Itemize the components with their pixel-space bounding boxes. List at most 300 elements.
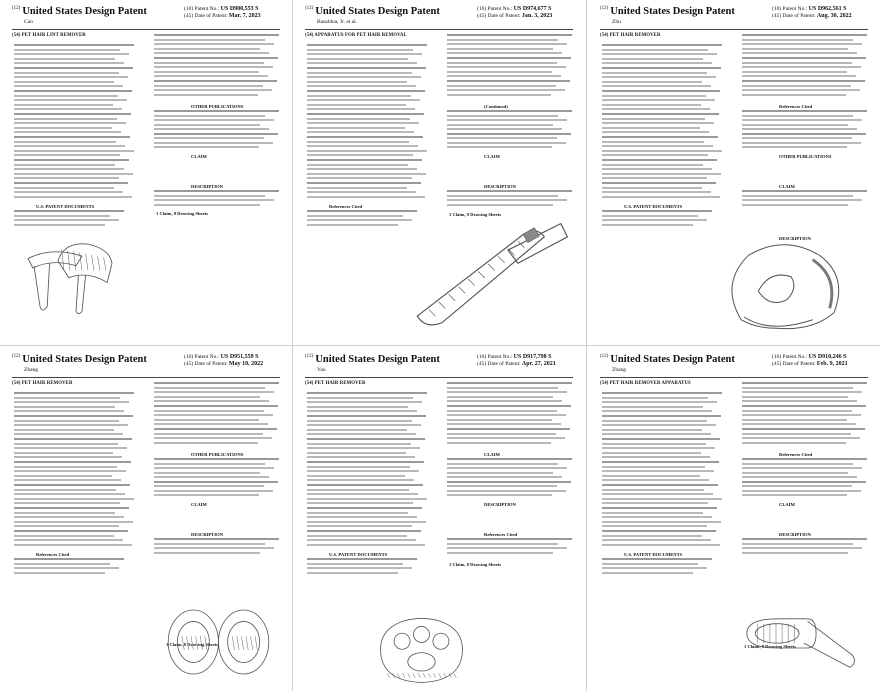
- section-text-line: [447, 115, 558, 117]
- header-rule: [600, 29, 868, 30]
- reference-text-line: [154, 391, 274, 393]
- bibliographic-text-line: [307, 113, 424, 115]
- patent-number-label: (10) Patent No.:: [477, 6, 513, 12]
- bibliographic-text-line: [602, 49, 708, 51]
- section-text-line: [154, 124, 260, 126]
- patent-date: Apr. 27, 2021: [521, 361, 556, 367]
- patent-date-label: (45) Date of Patent:: [184, 361, 228, 367]
- claim-text-line: [447, 195, 558, 197]
- section-text-line: [154, 458, 279, 460]
- section-text-line: [742, 133, 866, 135]
- country-name: United States Design Patent: [22, 6, 147, 17]
- reference-text-line: [742, 410, 852, 412]
- bibliographic-text-line: [307, 447, 420, 449]
- bibliographic-text-line: [307, 535, 407, 537]
- section-text-line: [742, 128, 857, 130]
- section-heading: CLAIM: [779, 502, 795, 507]
- bibliographic-text-line: [602, 44, 722, 46]
- bibliographic-text-line: [14, 525, 119, 527]
- country-title: [600, 6, 735, 17]
- section-heading: DESCRIPTION: [191, 532, 223, 537]
- bibliographic-text-line: [602, 58, 703, 60]
- bibliographic-text-line: [602, 433, 711, 435]
- patent-number: US D980,553 S: [220, 6, 259, 12]
- bibliographic-text-line: [307, 420, 412, 422]
- section-text-line: [742, 472, 848, 474]
- bibliographic-text-line: [14, 104, 113, 106]
- section-text-line: [154, 128, 269, 130]
- reference-text-line: [742, 382, 867, 384]
- bibliographic-text-line: [14, 470, 126, 472]
- bibliographic-text-line: [14, 136, 130, 138]
- bibliographic-text-line: [307, 438, 425, 440]
- section-text-line: [154, 133, 278, 135]
- design-drawing: [409, 209, 574, 334]
- bibliographic-text-line: [307, 154, 413, 156]
- bibliographic-text-line: [602, 177, 707, 179]
- reference-text-line: [742, 39, 853, 41]
- reference-text-line: [154, 71, 259, 73]
- reference-text-line: [154, 89, 272, 91]
- reference-text-line: [154, 414, 273, 416]
- bibliographic-text-line: [307, 397, 413, 399]
- patent-title: (54) PET HAIR REMOVER APPARATUS: [600, 381, 691, 386]
- reference-row-line: [14, 219, 119, 221]
- bibliographic-text-line: [307, 433, 416, 435]
- reference-row-line: [307, 219, 412, 221]
- bibliographic-text-line: [602, 397, 708, 399]
- claims-footer: 1 Claim, 8 Drawing Sheets: [156, 211, 208, 216]
- section-text-line: [154, 490, 273, 492]
- bibliographic-text-line: [602, 168, 712, 170]
- bibliographic-text-line: [602, 525, 707, 527]
- section-text-line: [742, 124, 848, 126]
- section-heading: OTHER PUBLICATIONS: [779, 154, 832, 159]
- bibliographic-text-line: [602, 122, 714, 124]
- bibliographic-text-line: [602, 415, 721, 417]
- bibliographic-text-line: [307, 136, 423, 138]
- reference-row-line: [602, 210, 712, 212]
- reference-text-line: [447, 410, 557, 412]
- bibliographic-text-line: [14, 173, 133, 175]
- patent-date-label: (45) Date of Patent:: [477, 13, 521, 19]
- bibliographic-text-line: [307, 95, 411, 97]
- design-drawing: [16, 229, 136, 324]
- bibliographic-text-line: [307, 456, 415, 458]
- bibliographic-text-line: [307, 159, 422, 161]
- bibliographic-text-line: [14, 447, 127, 449]
- bibliographic-text-line: [307, 81, 407, 83]
- bibliographic-text-line: [14, 429, 114, 431]
- bibliographic-text-line: [307, 475, 405, 477]
- bibliographic-text-line: [602, 67, 721, 69]
- bibliographic-text-line: [307, 521, 426, 523]
- bibliographic-text-line: [602, 443, 706, 445]
- patent-page-2: [299, 4, 579, 339]
- patent-date-row: [772, 361, 868, 368]
- bibliographic-text-line: [602, 53, 717, 55]
- patent-number-block: [772, 354, 868, 368]
- section-text-line: [447, 481, 571, 483]
- section-text-line: [154, 142, 273, 144]
- patent-title: (54) PET HAIR REMOVER: [600, 33, 661, 38]
- inventor-name: Cao: [24, 19, 33, 25]
- bibliographic-text-line: [307, 182, 421, 184]
- design-drawing: [156, 602, 281, 682]
- bibliographic-text-line: [14, 406, 115, 408]
- bibliographic-text-line: [307, 62, 417, 64]
- bibliographic-text-line: [602, 136, 718, 138]
- section-heading: CLAIM: [191, 502, 207, 507]
- claims-footer: 1 Claim, 8 Drawing Sheets: [744, 644, 796, 649]
- bibliographic-text-line: [307, 67, 426, 69]
- reference-text-line: [742, 437, 860, 439]
- section-text-line: [742, 490, 861, 492]
- bibliographic-text-line: [307, 72, 412, 74]
- bibliographic-text-line: [307, 177, 412, 179]
- claims-footer: 1 Claim, 8 Drawing Sheets: [166, 642, 218, 647]
- reference-row-line: [307, 558, 417, 560]
- reference-text-line: [742, 391, 862, 393]
- bibliographic-text-line: [602, 493, 713, 495]
- section-text-line: [447, 458, 572, 460]
- bibliographic-text-line: [602, 154, 708, 156]
- bibliographic-text-line: [602, 159, 717, 161]
- country-name: United States Design Patent: [610, 6, 735, 17]
- section-text-line: [742, 146, 847, 148]
- bibliographic-text-line: [14, 415, 133, 417]
- bibliographic-text-line: [602, 420, 707, 422]
- reference-text-line: [154, 433, 263, 435]
- section-text-line: [154, 481, 278, 483]
- section-text-line: [447, 467, 567, 469]
- country-name: United States Design Patent: [610, 354, 735, 365]
- bibliographic-text-line: [14, 516, 124, 518]
- patent-number-label: (10) Patent No.:: [184, 354, 220, 360]
- section-text-line: [742, 463, 853, 465]
- patent-number-block: [184, 6, 280, 20]
- bibliographic-text-line: [14, 62, 124, 64]
- bibliographic-text-line: [307, 479, 414, 481]
- bibliographic-text-line: [14, 67, 133, 69]
- bibliographic-text-line: [602, 507, 717, 509]
- bibliographic-text-line: [307, 99, 420, 101]
- bibliographic-text-line: [602, 108, 710, 110]
- reference-text-line: [447, 66, 566, 68]
- header-rule: [305, 29, 573, 30]
- bibliographic-text-line: [307, 443, 411, 445]
- claim-text-line: [154, 543, 265, 545]
- bibliographic-text-line: [14, 72, 119, 74]
- reference-text-line: [154, 57, 278, 59]
- patent-number-row: [477, 6, 573, 13]
- reference-row-line: [14, 210, 124, 212]
- section-text-line: [447, 472, 553, 474]
- reference-text-line: [154, 405, 278, 407]
- references-heading: U.S. PATENT DOCUMENTS: [329, 552, 388, 557]
- bibliographic-text-line: [602, 424, 716, 426]
- section-text-line: [742, 481, 866, 483]
- bibliographic-text-line: [307, 470, 419, 472]
- bibliographic-text-line: [307, 512, 408, 514]
- inventor-name: Zhu: [612, 19, 621, 25]
- bibliographic-text-line: [602, 104, 701, 106]
- bibliographic-text-line: [14, 535, 114, 537]
- bibliographic-text-line: [14, 484, 130, 486]
- header-rule: [12, 377, 280, 378]
- claim-text-line: [742, 552, 848, 554]
- bibliographic-text-line: [602, 410, 712, 412]
- claim-text-line: [154, 190, 279, 192]
- patent-page-3: [594, 4, 874, 339]
- reference-text-line: [447, 57, 571, 59]
- patent-date-label: (45) Date of Patent:: [772, 361, 816, 367]
- reference-text-line: [742, 414, 861, 416]
- bibliographic-text-line: [602, 535, 702, 537]
- bibliographic-text-line: [14, 81, 114, 83]
- bibliographic-text-line: [602, 131, 709, 133]
- bibliographic-text-line: [14, 122, 126, 124]
- section-heading: CLAIM: [484, 154, 500, 159]
- bibliographic-text-line: [14, 521, 133, 523]
- section-heading: DESCRIPTION: [484, 184, 516, 189]
- reference-text-line: [742, 423, 856, 425]
- bibliographic-text-line: [307, 141, 409, 143]
- bibliographic-text-line: [14, 108, 122, 110]
- patent-title: (54) PET HAIR LINT REMOVER: [12, 33, 86, 38]
- bibliographic-text-line: [307, 104, 406, 106]
- patent-date: Feb. 9, 2021: [816, 361, 848, 367]
- bibliographic-text-line: [14, 95, 118, 97]
- patent-date-row: [477, 361, 573, 368]
- section-text-line: [154, 485, 264, 487]
- claim-text-line: [447, 190, 572, 192]
- bibliographic-text-line: [307, 530, 421, 532]
- bibliographic-text-line: [307, 76, 421, 78]
- bibliographic-text-line: [307, 461, 424, 463]
- bibliographic-text-line: [14, 433, 123, 435]
- reference-text-line: [742, 428, 865, 430]
- patent-number-block: [184, 354, 280, 368]
- bibliographic-text-line: [602, 429, 702, 431]
- section-text-line: [154, 119, 274, 121]
- reference-row-line: [602, 219, 707, 221]
- reference-text-line: [154, 75, 268, 77]
- bibliographic-text-line: [307, 466, 410, 468]
- country-title: [12, 6, 147, 17]
- bibliographic-text-line: [602, 62, 712, 64]
- claim-text-line: [742, 199, 862, 201]
- reference-text-line: [154, 382, 279, 384]
- header-rule: [12, 29, 280, 30]
- patent-page-5: [299, 352, 579, 687]
- claim-text-line: [447, 199, 567, 201]
- bibliographic-text-line: [14, 461, 131, 463]
- patent-page-4: [6, 352, 286, 687]
- bibliographic-text-line: [14, 141, 116, 143]
- section-text-line: [447, 146, 552, 148]
- reference-row-line: [602, 558, 712, 560]
- reference-text-line: [447, 400, 562, 402]
- patent-title: (54) PET HAIR REMOVER: [305, 381, 366, 386]
- bibliographic-text-line: [14, 392, 134, 394]
- section-text-line: [154, 115, 265, 117]
- country-title: [600, 354, 735, 365]
- patent-number-block: [477, 354, 573, 368]
- patent-number-row: [772, 6, 868, 13]
- section-heading: References Cited: [779, 104, 813, 109]
- inventor-name: Zhang: [612, 367, 627, 373]
- reference-text-line: [154, 428, 277, 430]
- section-heading: CLAIM: [484, 452, 500, 457]
- bibliographic-text-line: [307, 58, 408, 60]
- country-name: United States Design Patent: [315, 354, 440, 365]
- bibliographic-text-line: [14, 118, 117, 120]
- section-heading: (Continued): [484, 104, 508, 109]
- claim-text-line: [742, 195, 853, 197]
- bibliographic-text-line: [14, 493, 125, 495]
- bibliographic-text-line: [602, 484, 718, 486]
- bibliographic-text-line: [14, 539, 123, 541]
- reference-text-line: [447, 75, 561, 77]
- patent-date-label: (45) Date of Patent:: [772, 13, 816, 19]
- bibliographic-text-line: [602, 127, 700, 129]
- bibliographic-text-line: [307, 406, 408, 408]
- reference-text-line: [447, 428, 570, 430]
- claim-text-line: [154, 199, 274, 201]
- references-heading: U.S. PATENT DOCUMENTS: [36, 204, 95, 209]
- reference-text-line: [742, 387, 853, 389]
- patent-date-label: (45) Date of Patent:: [184, 13, 228, 19]
- bibliographic-text-line: [602, 99, 715, 101]
- section-text-line: [447, 110, 572, 112]
- reference-row-line: [307, 563, 403, 565]
- section-text-line: [742, 119, 862, 121]
- bibliographic-text-line: [307, 145, 418, 147]
- bibliographic-text-line: [602, 466, 705, 468]
- reference-text-line: [742, 400, 857, 402]
- patent-date-row: [772, 13, 868, 20]
- claim-text-line: [742, 547, 862, 549]
- patent-date: May 10, 2022: [228, 361, 264, 367]
- claim-text-line: [154, 538, 279, 540]
- bibliographic-text-line: [307, 493, 418, 495]
- bibliographic-text-line: [602, 512, 703, 514]
- bibliographic-text-line: [14, 131, 121, 133]
- reference-text-line: [447, 43, 567, 45]
- section-heading: OTHER PUBLICATIONS: [191, 452, 244, 457]
- claim-text-line: [742, 543, 853, 545]
- design-drawing: [709, 234, 859, 334]
- reference-text-line: [742, 80, 865, 82]
- section-text-line: [154, 463, 265, 465]
- bibliographic-text-line: [307, 498, 427, 500]
- bibliographic-text-line: [307, 484, 423, 486]
- claim-text-line: [447, 547, 567, 549]
- bibliographic-text-line: [14, 498, 134, 500]
- reference-row-line: [307, 572, 398, 574]
- patent-number-row: [477, 354, 573, 361]
- bibliographic-text-line: [14, 443, 118, 445]
- bibliographic-text-line: [602, 475, 700, 477]
- bibliographic-text-line: [14, 113, 131, 115]
- bibliographic-text-line: [602, 461, 719, 463]
- row-divider: [0, 345, 880, 346]
- bibliographic-text-line: [602, 502, 708, 504]
- bibliographic-text-line: [602, 191, 711, 193]
- bibliographic-text-line: [602, 95, 706, 97]
- bibliographic-text-line: [307, 150, 427, 152]
- section-text-line: [447, 128, 562, 130]
- reference-text-line: [447, 442, 551, 444]
- bibliographic-text-line: [307, 127, 405, 129]
- reference-text-line: [447, 62, 557, 64]
- reference-text-line: [154, 62, 264, 64]
- section-text-line: [447, 490, 566, 492]
- reference-text-line: [742, 419, 847, 421]
- reference-row-line: [14, 563, 110, 565]
- patent-number-label: (10) Patent No.:: [477, 354, 513, 360]
- bibliographic-text-line: [307, 131, 414, 133]
- patent-number-row: [184, 6, 280, 13]
- section-text-line: [742, 115, 853, 117]
- reference-text-line: [447, 382, 572, 384]
- bibliographic-text-line: [14, 191, 123, 193]
- patent-header: [12, 6, 280, 28]
- patent-date-row: [477, 13, 573, 20]
- reference-text-line: [154, 396, 260, 398]
- bibliographic-text-line: [602, 516, 712, 518]
- reference-text-line: [447, 391, 567, 393]
- header-prefix: (12): [12, 354, 21, 359]
- section-heading: References Cited: [779, 452, 813, 457]
- bibliographic-text-line: [307, 53, 422, 55]
- reference-row-line: [602, 215, 698, 217]
- bibliographic-text-line: [307, 164, 408, 166]
- bibliographic-text-line: [307, 525, 412, 527]
- bibliographic-text-line: [307, 516, 417, 518]
- header-rule: [305, 377, 573, 378]
- bibliographic-text-line: [602, 118, 705, 120]
- patent-date-label: (45) Date of Patent:: [477, 361, 521, 367]
- section-text-line: [742, 458, 867, 460]
- patent-number: US D910,246 S: [808, 354, 847, 360]
- section-heading: DESCRIPTION: [779, 532, 811, 537]
- reference-text-line: [742, 52, 857, 54]
- section-text-line: [742, 494, 847, 496]
- design-drawing: [734, 597, 869, 682]
- reference-text-line: [154, 410, 264, 412]
- section-text-line: [742, 142, 861, 144]
- patent-number: US D962,561 S: [808, 6, 847, 12]
- bibliographic-text-line: [307, 401, 422, 403]
- reference-text-line: [447, 52, 562, 54]
- bibliographic-text-line: [602, 539, 711, 541]
- reference-text-line: [154, 437, 272, 439]
- reference-text-line: [154, 34, 279, 36]
- reference-text-line: [742, 85, 851, 87]
- reference-row-line: [14, 572, 105, 574]
- reference-text-line: [742, 34, 867, 36]
- reference-text-line: [154, 43, 274, 45]
- claims-footer: 1 Claim, 9 Drawing Sheets: [449, 212, 501, 217]
- section-heading: DESCRIPTION: [484, 502, 516, 507]
- section-text-line: [154, 476, 269, 478]
- bibliographic-text-line: [307, 489, 409, 491]
- section-text-line: [742, 476, 857, 478]
- reference-text-line: [447, 419, 552, 421]
- bibliographic-text-line: [307, 49, 413, 51]
